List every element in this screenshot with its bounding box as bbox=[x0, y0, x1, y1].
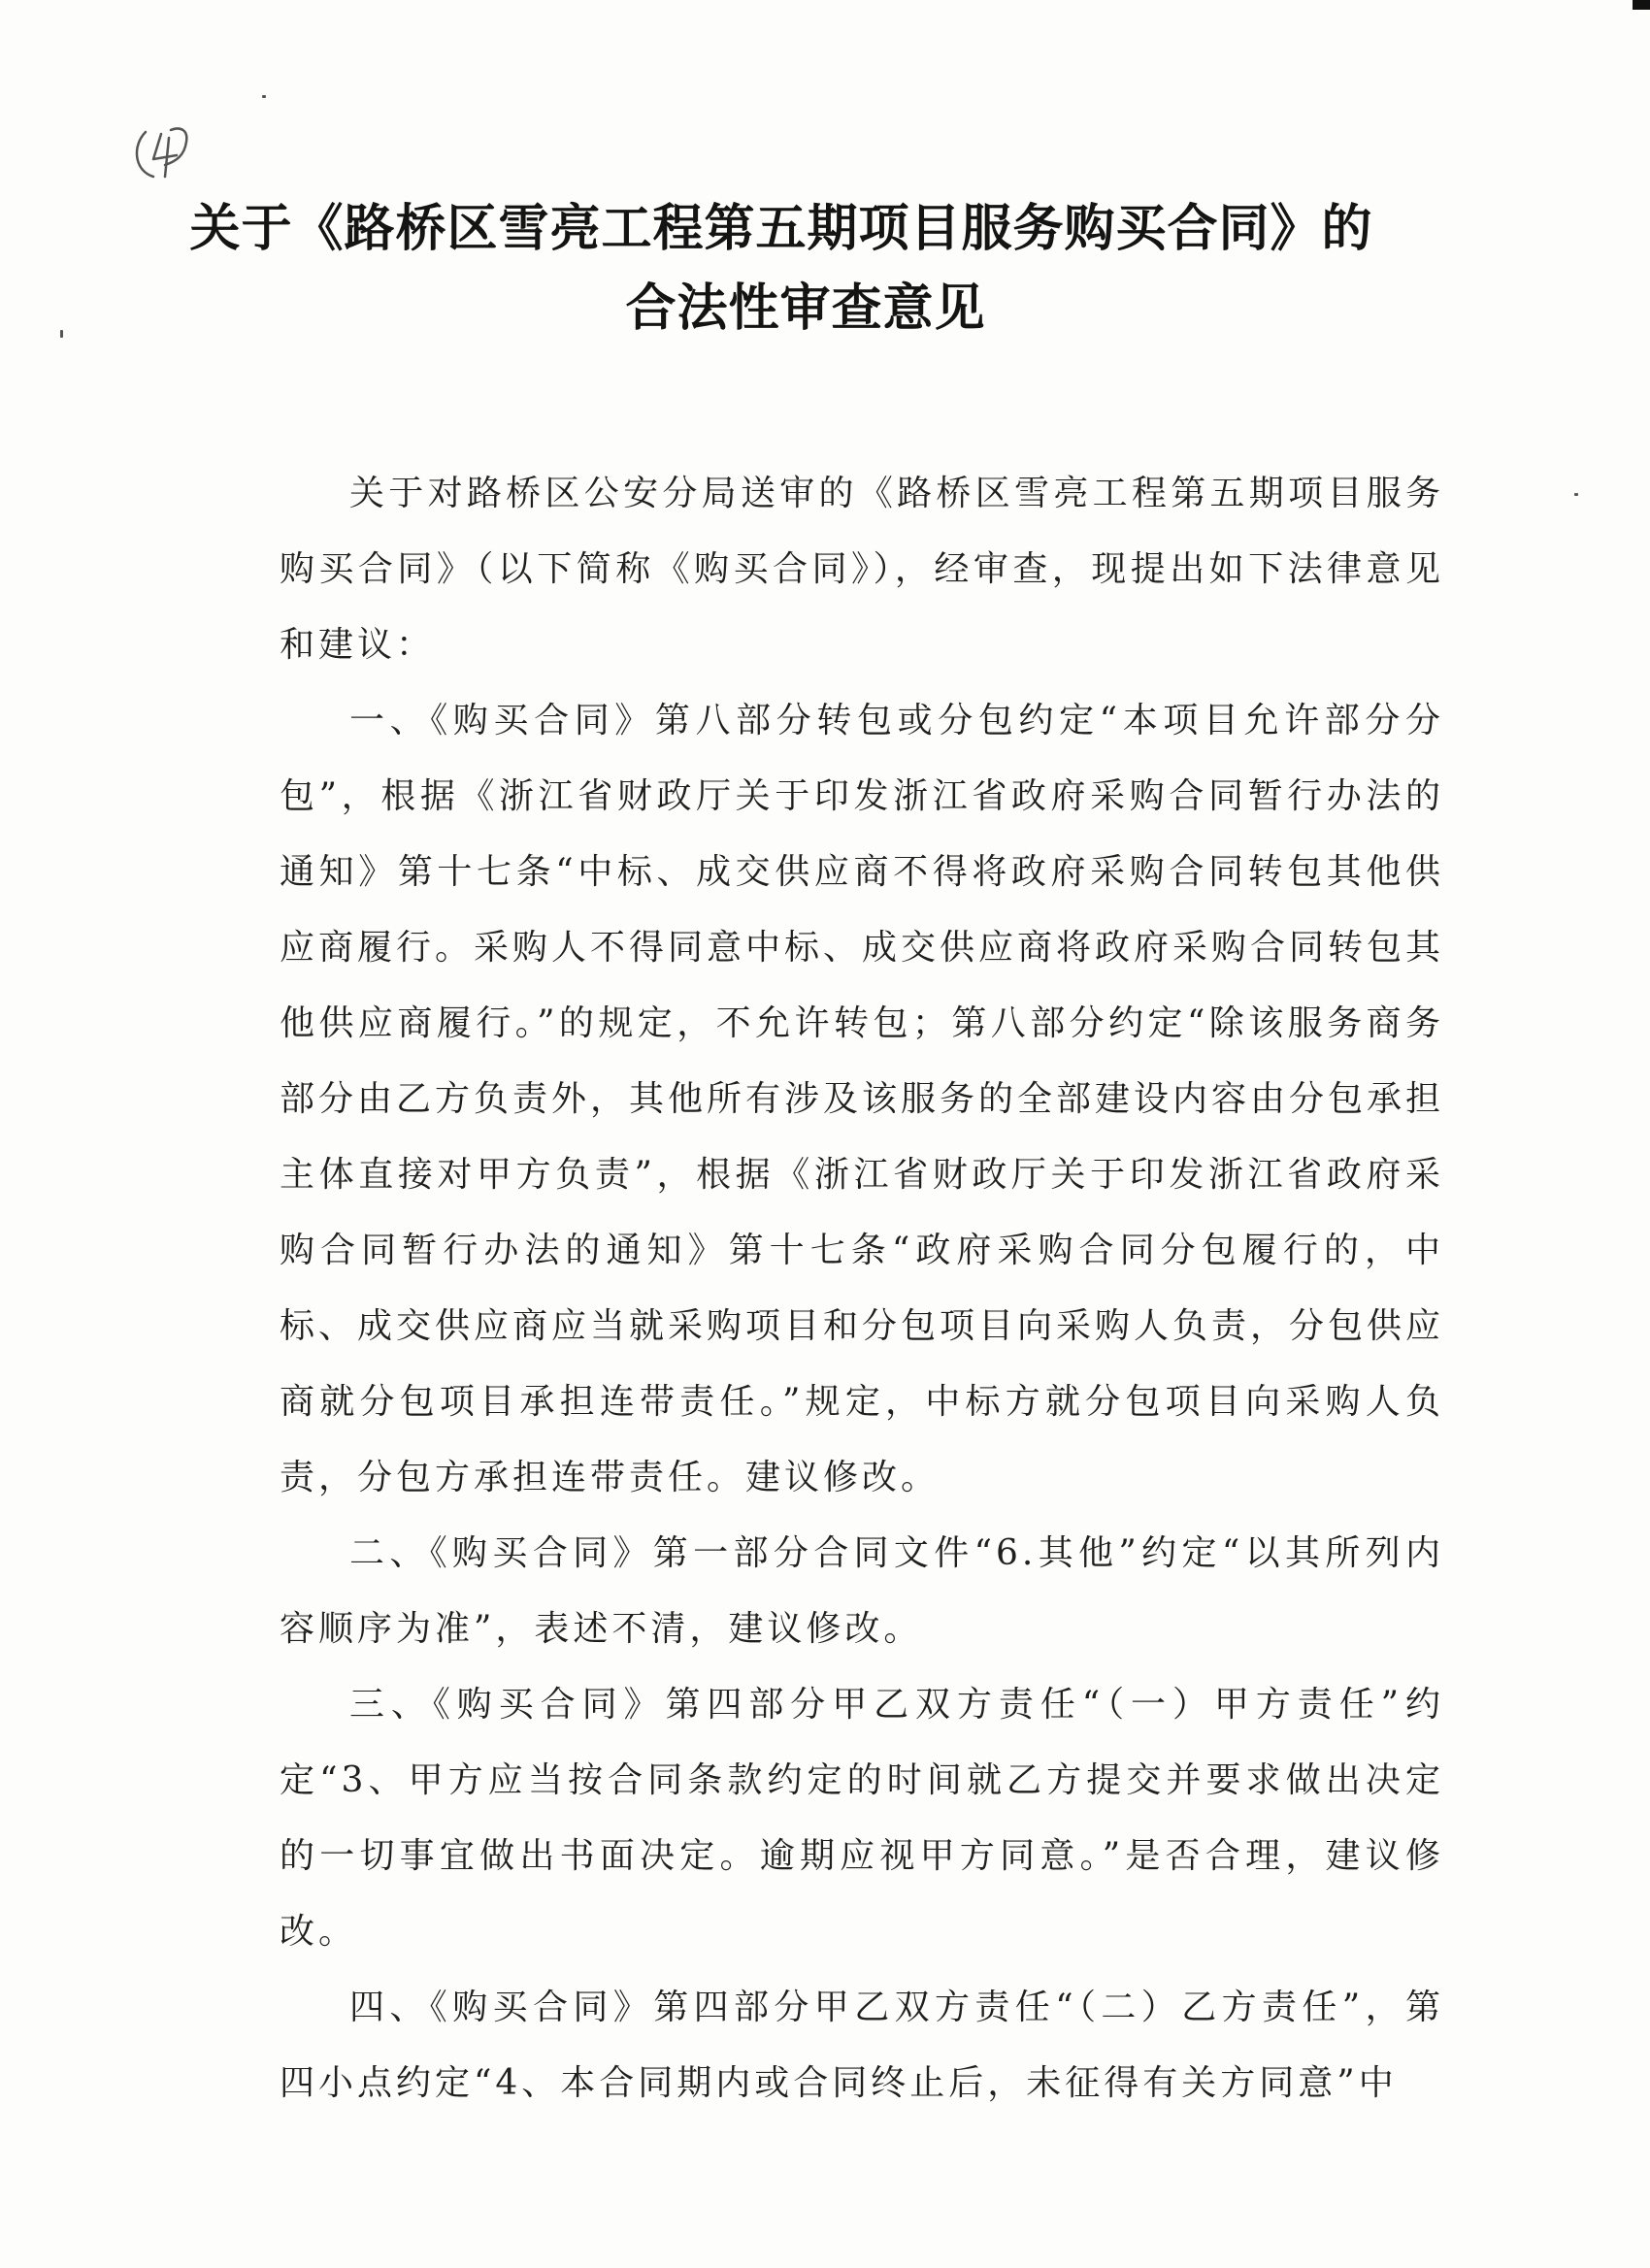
document-title bbox=[0, 194, 1650, 344]
paragraph-item-1: 一、《购买合同》第八部分转包或分包约定“本项目允许部分分包”，根据《浙江省财政厅关于印发浙江省政府采购合同暂行办法的通知》第十七条“中标、成交供应商不得将政府采购合同转包其他供应商履行。采购人不得同意中标、成交供应商将政府采购合同转包其他供应商履行。”的规定，不允许转包；第八部分约定“除该服务商务部分由乙方负责外，其他所有涉及该服务的全部建设内容由分包承担主体直接对甲方负责”，根据《浙江省财政厅关于印发浙江省政府采购合同暂行办法的通知》第十七条“政府采购合同分包履行的，中标、成交供应商应当就采购项目和分包项目向采购人负责，分包供应商就分包项目承担连带责任。”规定，中标方就分包项目向采购人负责，分包方承担连带责任。建议修改。 bbox=[280, 701, 1445, 1497]
title-line-1: 关于《路桥区雪亮工程第五期项目服务购买合同》的 bbox=[189, 200, 1373, 258]
paragraph-intro: 关于对路桥区公安分局送审的《路桥区雪亮工程第五期项目服务购买合同》（以下简称《购买合同》），经审查，现提出如下法律意见和建议： bbox=[280, 474, 1444, 665]
document-body bbox=[280, 456, 1444, 2121]
scan-corner-mark bbox=[1633, 0, 1650, 10]
handwritten-page-number bbox=[126, 116, 204, 194]
scan-speck bbox=[262, 95, 266, 98]
paragraph-item-2: 二、《购买合同》第一部分合同文件“6.其他”约定“以其所列内容顺序为准”，表述不清，建议修改。 bbox=[280, 1533, 1444, 1649]
scan-speck bbox=[1574, 493, 1578, 496]
paragraph-item-4: 四、《购买合同》第四部分甲乙双方责任“（二）乙方责任”，第四小点约定“4、本合同期内或合同终止后，未征得有关方同意”中 bbox=[280, 1988, 1444, 2103]
title-line-2: 合法性审查意见 bbox=[625, 279, 986, 338]
paragraph-item-3: 三、《购买合同》第四部分甲乙双方责任“（一）甲方责任”约定“3、甲方应当按合同条款约定的时间就乙方提交并要求做出决定的一切事宜做出书面决定。逾期应视甲方同意。”是否合理，建议修改。 bbox=[280, 1685, 1444, 1952]
